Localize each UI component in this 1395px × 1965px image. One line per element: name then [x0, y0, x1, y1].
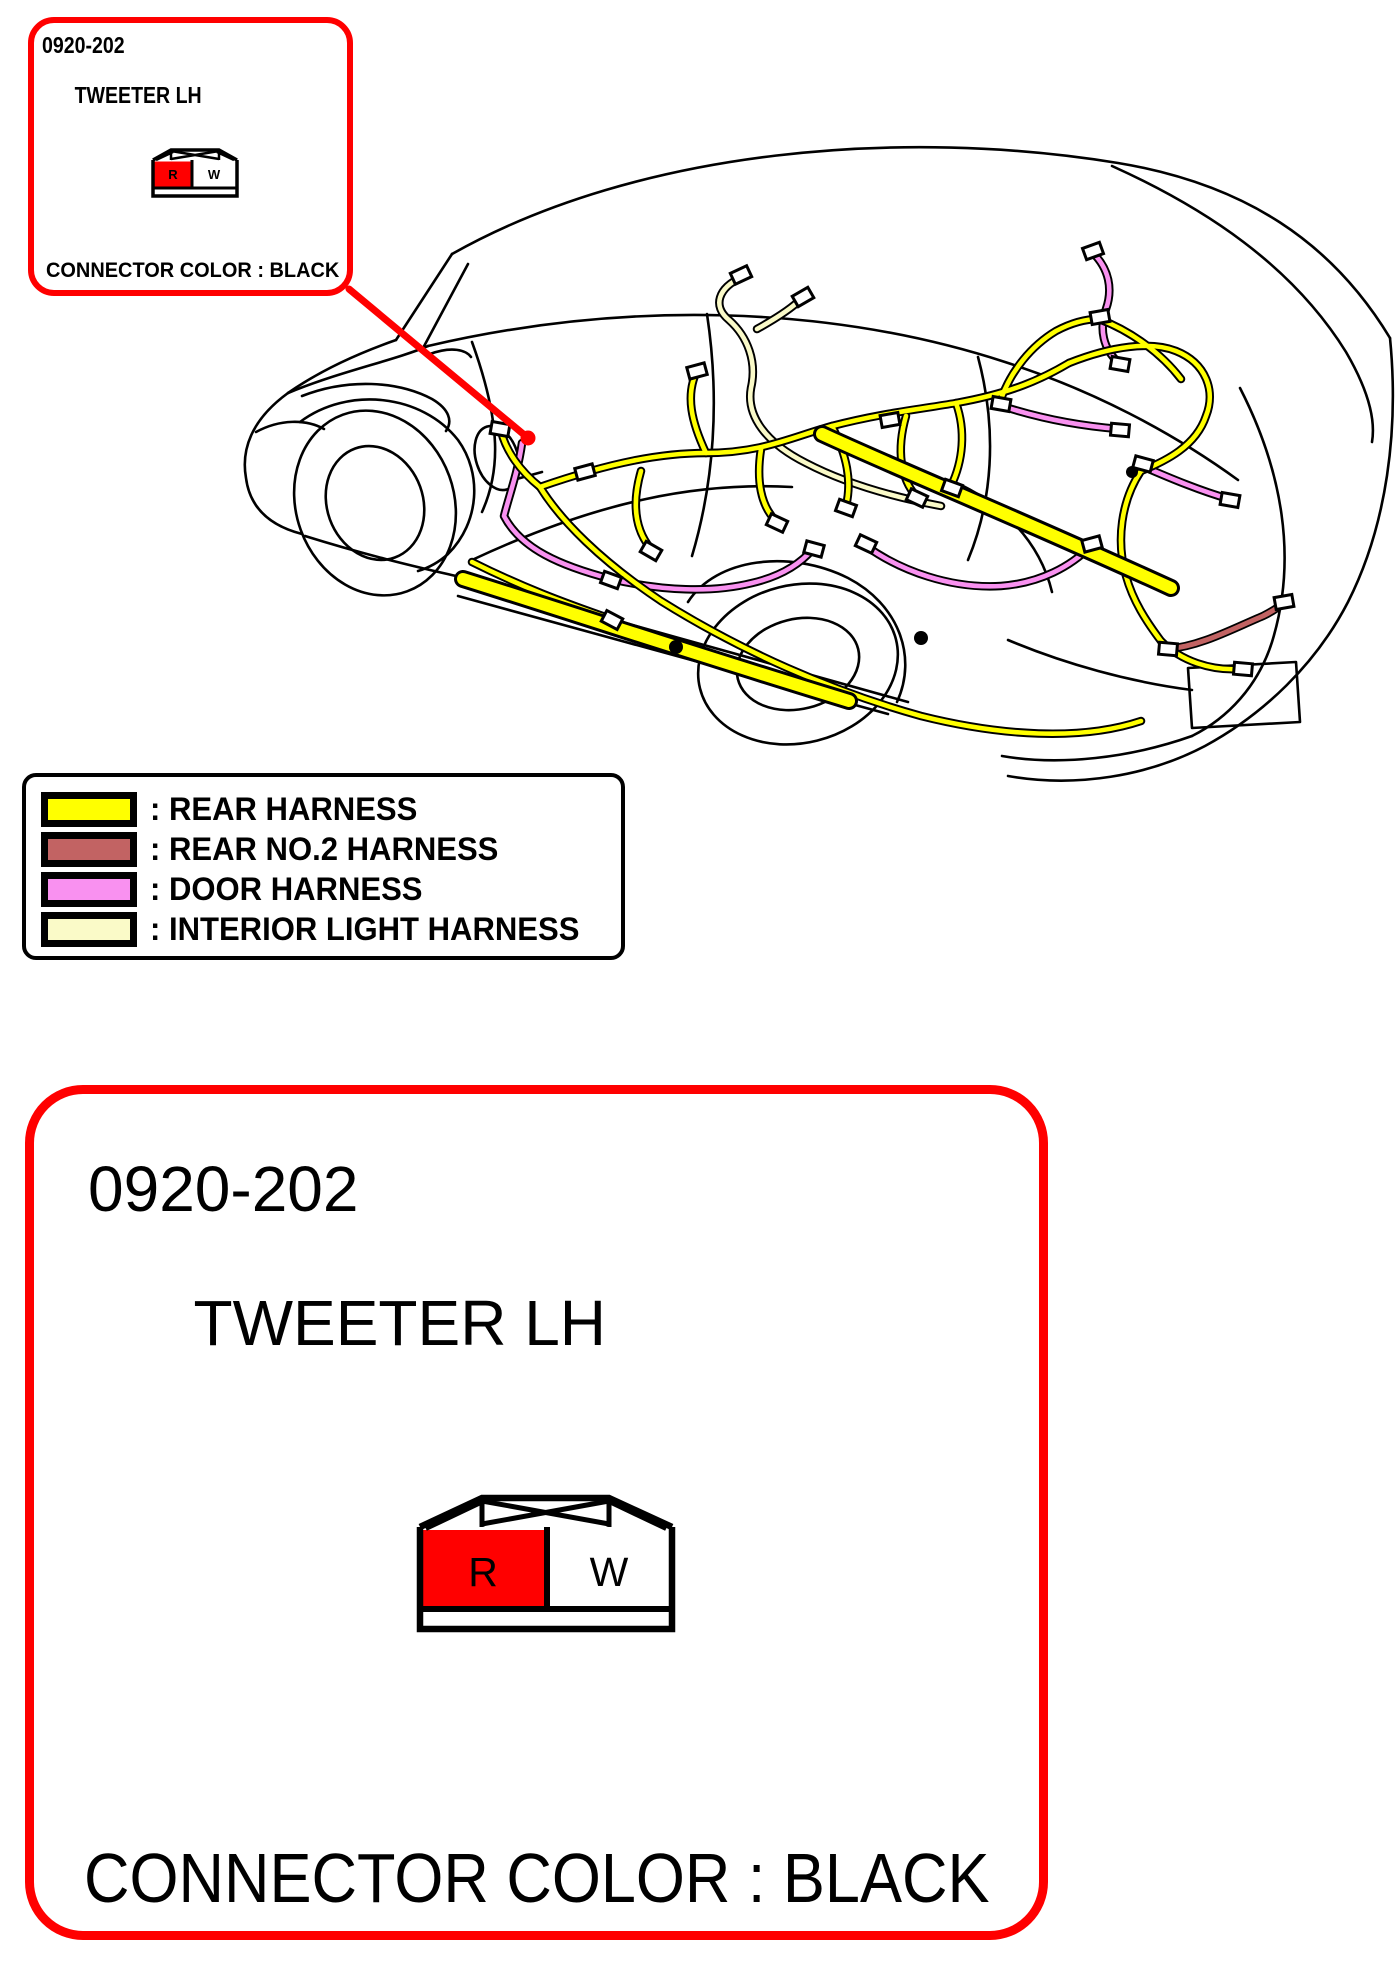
- pin-r-label: R: [168, 167, 178, 182]
- pin-r-label: R: [468, 1549, 498, 1595]
- legend-label-interior-light: : INTERIOR LIGHT HARNESS: [150, 910, 580, 947]
- legend-item-door-harness: [40, 869, 593, 909]
- legend-swatch-rear: [40, 791, 138, 828]
- callout-title: [42, 33, 202, 133]
- callout-connector-color: CONNECTOR COLOR : BLACK: [46, 259, 340, 282]
- harness-legend: [22, 773, 625, 960]
- legend-label-rear: : REAR HARNESS: [150, 790, 418, 827]
- legend-item-interior-light-harness: [40, 909, 593, 949]
- panel-connector-color: CONNECTOR COLOR : BLACK: [84, 1839, 990, 1917]
- callout-part-name: TWEETER LH: [74, 82, 202, 108]
- tweeter-location-dot: [521, 431, 536, 446]
- rear-no2-harness-outline: [1168, 603, 1283, 649]
- connector-icon-small: [150, 146, 240, 198]
- legend-label-door: : DOOR HARNESS: [150, 870, 423, 907]
- legend-item-rear-no2-harness: [40, 829, 593, 869]
- legend-item-rear-harness: [40, 789, 593, 829]
- callout-code: 0920-202: [42, 32, 125, 58]
- connector-detail-panel: [25, 1085, 1048, 1940]
- legend-swatch-door: [40, 871, 138, 908]
- panel-title: [88, 1153, 606, 1424]
- pin-w-label: W: [589, 1549, 629, 1595]
- legend-swatch-interior-light: [40, 911, 138, 948]
- tweeter-callout-box: [28, 17, 353, 296]
- panel-code: 0920-202: [88, 1153, 359, 1225]
- panel-part-name: TWEETER LH: [193, 1287, 606, 1359]
- connector-icon-large: [413, 1491, 681, 1641]
- legend-swatch-rear-no2: [40, 831, 138, 868]
- pin-w-label: W: [207, 167, 221, 182]
- legend-label-rear-no2: : REAR NO.2 HARNESS: [150, 830, 499, 867]
